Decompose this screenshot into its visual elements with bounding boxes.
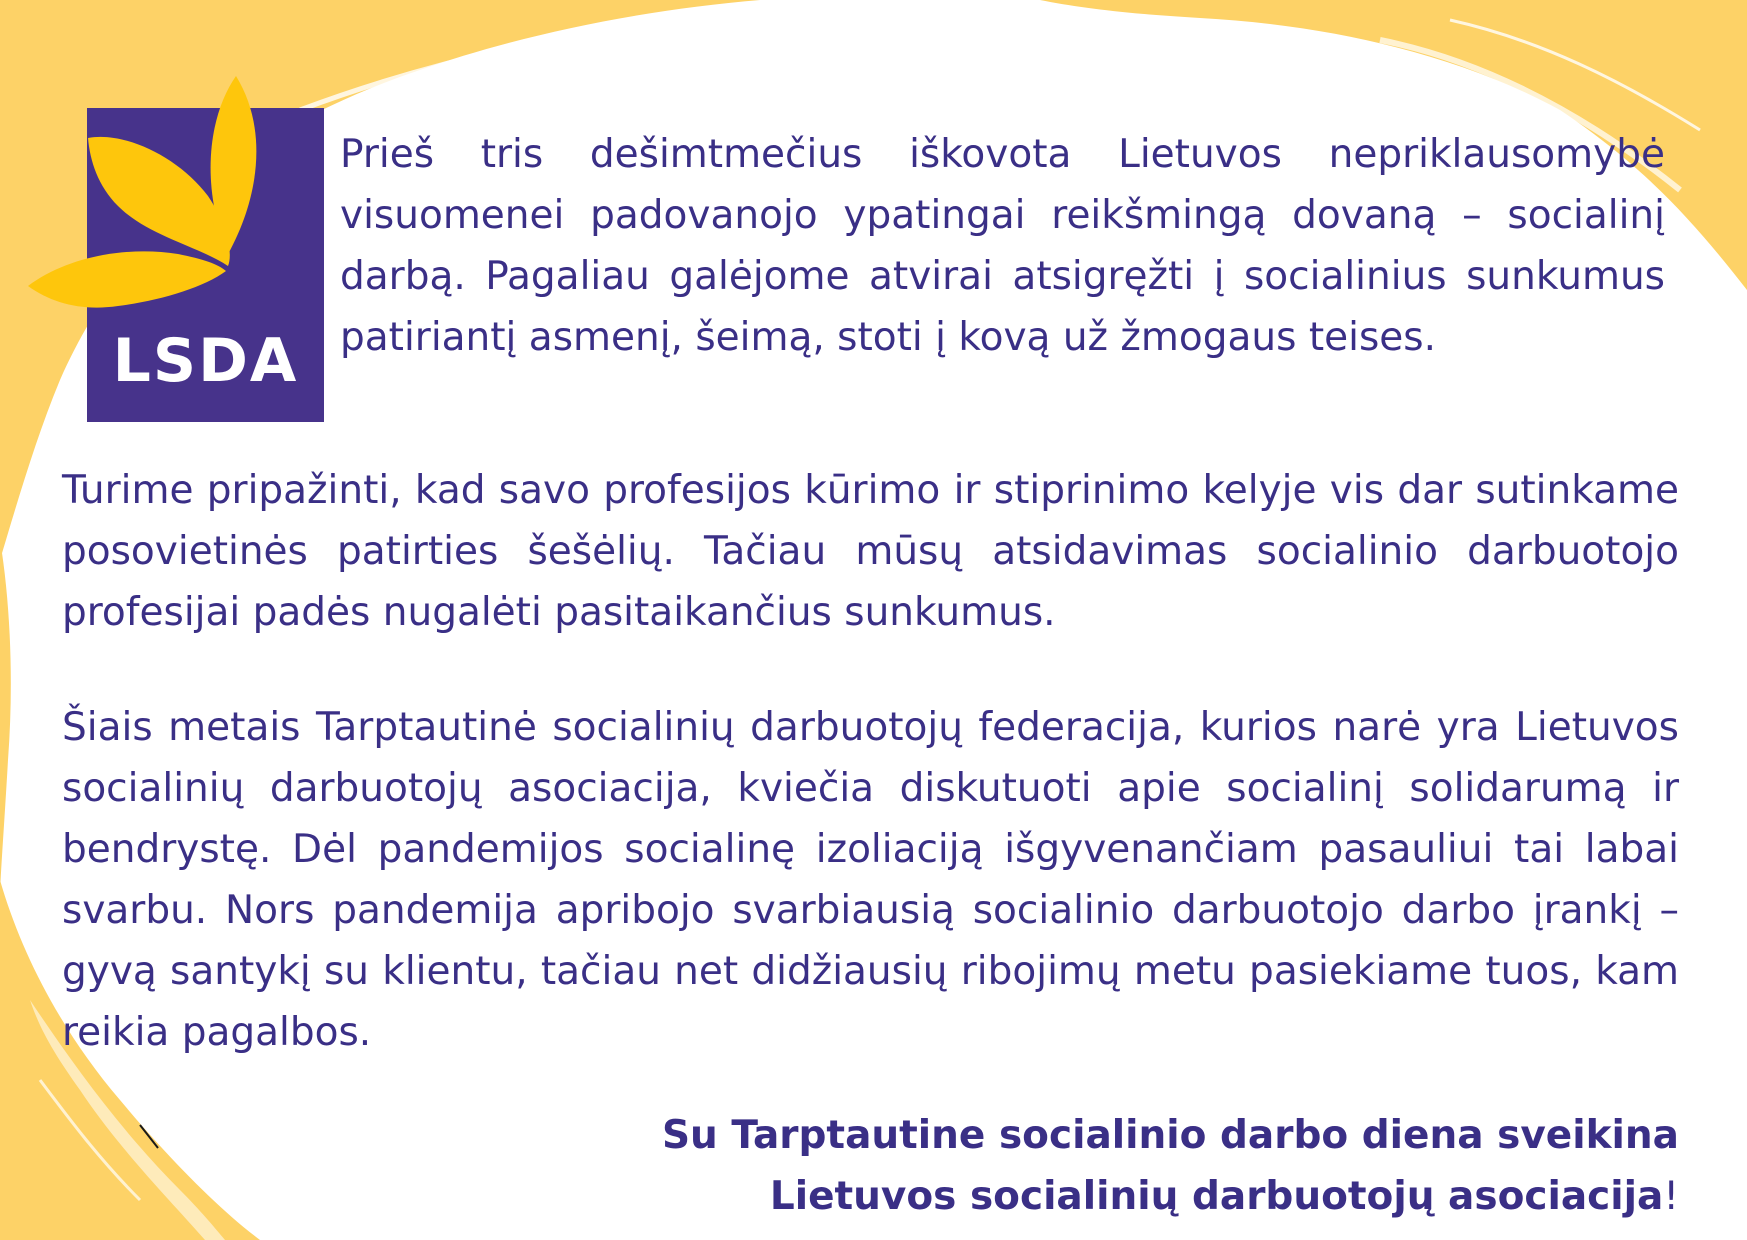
lsda-logo — [28, 76, 310, 426]
logo-text: LSDA — [112, 326, 299, 396]
closing-greeting — [560, 1105, 1679, 1227]
closing-line-2: Lietuvos socialinių darbuotojų asociacija — [769, 1174, 1664, 1219]
closing-line-1: Su Tarptautine socialinio darbo diena sveikina — [661, 1113, 1679, 1158]
paragraph-profession: Turime pripažinti, kad savo profesijos kūrimo ir stiprinimo kelyje vis dar sutinkame posovietinės patirties šešėlių. Tačiau mūsų atsidavimas socialinio darbuotojo profesijai padės nugalėti pasitaikančius sunkumus. — [62, 468, 1679, 635]
paragraph-independence: Prieš tris dešimtmečius iškovota Lietuvos nepriklausomybė visuomenei padovanojo ypatingai reikšmingą dovaną – socialinį darbą. Pagaliau galėjome atvirai atsigręžti į socialinius sunkumus patiriantį asmenį, šeimą, stoti į kovą už žmogaus teises. — [340, 132, 1665, 360]
paragraph-solidarity: Šiais metais Tarptautinė socialinių darbuotojų federacija, kurios narė yra Lietuvos socialinių darbuotojų asociacija, kviečia diskutuoti apie socialinį solidarumą ir bendrystę. Dėl pandemijos socialinę izoliaciją išgyvenančiam pasauliui tai labai svarbu. Nors pandemija apribojo svarbiausią socialinio darbuotojo darbo įrankį – gyvą santykį su klientu, tačiau net didžiausių ribojimų metu pasiekiame tuos, kam reikia pagalbos. — [62, 705, 1679, 1055]
closing-line-2-wrapper — [560, 1166, 1679, 1227]
closing-exclamation: ! — [1663, 1174, 1679, 1219]
